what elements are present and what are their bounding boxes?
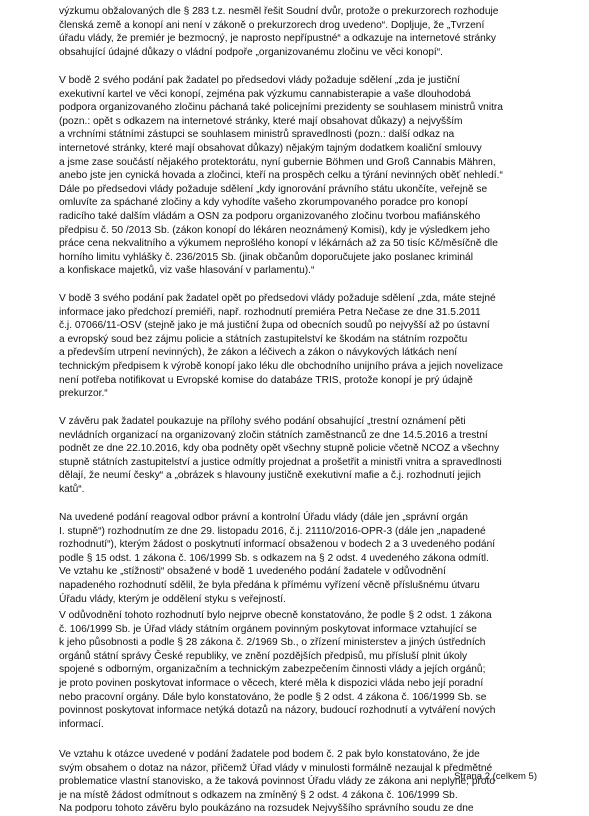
- text-line: a evropský soud bez zájmu policie a státních zastupitelství ke škodám na státním rozpočtu: [59, 333, 468, 345]
- text-line: (pozn.: opět s odkazem na internetové stránky, které mají obsahovat důkazy) a nejvyšším: [59, 115, 463, 127]
- paragraph-bod-2: [59, 74, 540, 278]
- text-line: č. 106/1999 Sb. je Úřad vlády státním orgánem povinným poskytovat informace vztahující se: [59, 623, 477, 635]
- text-line: Ve vztahu k otázce uvedené v podání žadatele pod bodem č. 2 pak bylo konstatováno, že jde: [59, 749, 480, 760]
- paragraph-oduvodneni: [59, 609, 540, 731]
- text-line: nevládních organizací na organizovaný zločin státních zaměstnanců ze dne 14.5.2016 a trestní: [59, 429, 488, 441]
- paragraph-zaver: [59, 415, 540, 497]
- text-line: internetové stránky, které mají obsahovat důkazy) nějakým tajným dodatkem koaliční smlouvy: [59, 142, 482, 154]
- text-line: úřadu vlády, že premiér je bezmocný, je naprosto nepřípustné“ a odkazuje na internetové stránky: [59, 33, 496, 45]
- text-line: informací.: [59, 718, 104, 730]
- text-line: k jeho působnosti a podle § 28 zákona č. 2/1969 Sb., o zřízení ministerstev a jiných ústředních: [59, 637, 486, 649]
- text-line: technickým předpisem k výrobě konopí jako léku dle obchodního unijního práva a jejich novelizace: [59, 360, 503, 372]
- text-line: předpisu č. 50 /2013 Sb. (zákon konopí do lékáren neoznámený Komisi), kdy je výsledkem jeho: [59, 224, 490, 236]
- text-line: č.j. 07066/11-OSV (stejně jako je má justiční župa od obecních soudů po nejvyšší až po ústavní: [59, 320, 490, 332]
- text-line: Ve vztahu ke „stížnosti“ obsažené v bodě 1 uvedeného podání žadatele v odůvodnění: [59, 566, 446, 578]
- paragraph-reakce-uradu: [59, 511, 540, 606]
- page-number-footer: Strana 2 (celkem 5): [454, 771, 537, 782]
- text-line: a jsme zase součástí nějakého protektorátu, nyní gubernie Böhmen und Groß Cannabis Mähren,: [59, 156, 496, 168]
- text-line: Na uvedené podání reagoval odbor právní a kontrolní Úřadu vlády (dále jen „správní orgán: [59, 512, 468, 523]
- text-line: podpora organizovaného zločinu páchaná také policejními prezidenty se souhlasem ministrů vnitra: [59, 102, 503, 114]
- text-line: horního limitu vyhlášky č. 236/2015 Sb. (jinak občanům doporučujete jako poslanec kriminál: [59, 251, 473, 263]
- text-line: a především utrpení nevinných), že zákon a léčivech a zákon o návykových látkách není: [59, 347, 458, 359]
- paragraph-bod-3: [59, 292, 540, 401]
- text-line: není potřeba notifikovat u Evropské komise do databáze TRIS, protože konopí je prý údajně: [59, 374, 473, 386]
- text-line: Dále po předsedovi vlády požaduje sdělení „kdy ignorování právního státu ukončíte, veřejně se: [59, 183, 488, 195]
- text-line: obsahující údajné důkazy o vládní podpoře „organizovanému zločinu ve věci konopí“.: [59, 46, 443, 58]
- text-line: radicího také dalším vládám a OSN za podporu organizovaného zločinu tvorbou mafiánského: [59, 210, 481, 222]
- text-line: povinnost poskytovat informace netýká dotazů na názory, budoucí rozhodnutí a vytváření nových: [59, 705, 496, 717]
- text-line: svým obsahem o dotaz na názor, přičemž Úřad vlády v minulosti formálně nezaujal k předmětné: [59, 762, 493, 774]
- text-line: napadeného rozhodnutí sdělil, že byla předána k přímému vyřízení věcně příslušnému útvaru: [59, 579, 480, 591]
- text-line: je na místě žádost odmítnout s odkazem na zmíněný § 2 odst. 4 zákona č. 106/1999 Sb.: [59, 789, 458, 801]
- text-line: a konfiskace majetků, viz vaše hlasování v parlamentu).“: [59, 265, 315, 277]
- text-line: katů“.: [59, 483, 85, 495]
- text-line: I. stupně“) rozhodnutím ze dne 29. listopadu 2016, č.j. 21110/2016-OPR-3 (dále jen „napadené: [59, 525, 486, 537]
- text-line: orgánů státní správy České republiky, ve znění pozdějších předpisů, mu přísluší plnit úkoly: [59, 650, 468, 662]
- text-line: prekurzor.“: [59, 388, 108, 400]
- text-line: podle § 15 odst. 1 zákona č. 106/1999 Sb. s odkazem na § 2 odst. 4 uvedeného zákona odmítl.: [59, 552, 489, 564]
- text-line: rozhodnutí“), kterým žádost o poskytnutí informací obsaženou v bodech 2 a 3 uvedeného podání: [59, 539, 496, 551]
- text-line: Úřadu vlády, kterým je oddělení styku s veřejností.: [59, 593, 286, 605]
- text-line: problematice vlastní stanovisko, a že taková povinnost Úřadu vlády ze zákona ani neplyne; proto: [59, 776, 496, 788]
- text-line: V závěru pak žadatel poukazuje na přílohy svého podání obsahující „trestní oznámení pěti: [59, 416, 466, 427]
- text-line: Na podporu tohoto závěru bylo poukázáno na rozsudek Nejvyššího správního soudu ze dne: [59, 803, 474, 815]
- text-line: omluvíte za spáchané zločiny a kdy vyhodíte vašeho zkorumpovaného poradce pro konopí: [59, 197, 468, 209]
- text-line: dělají, že neumí česky“ a „obrázek s hlavouny justičně exekutivní mafie a č.j. rozhodnutí jejich: [59, 470, 481, 482]
- text-line: výzkumu obžalovaných dle § 283 t.z. nesměl řešit Soudní dvůr, protože o prekurzorech rozhoduje: [59, 6, 499, 17]
- text-line: V bodě 2 svého podání pak žadatel po předsedovi vlády požaduje sdělení „zda je justiční: [59, 75, 460, 86]
- paragraph-1: [59, 5, 540, 59]
- text-line: V bodě 3 svého podání pak žadatel opět po předsedovi vlády požaduje sdělení „zda, máte stejné: [59, 293, 496, 304]
- text-line: stupně státních zastupitelství a justice odmítly projednat a prošetřit a ministři vnitra a spravedlnosti: [59, 456, 502, 468]
- text-line: exekutivní kartel ve věci konopí, zejména pak výzkumu cannabisterapie a vaše dlouhodobá: [59, 88, 471, 100]
- text-line: podnět ze dne 22.10.2016, kdy oba podněty opět všechny stupně policie včetně NCOZ a všechny: [59, 443, 500, 455]
- text-line: spojené s odborným, organizačním a technickým zabezpečením činnosti vlády a jejích orgánů;: [59, 664, 486, 676]
- text-line: V odůvodnění tohoto rozhodnutí bylo nejprve obecně konstatováno, že podle § 2 odst. 1 zákona: [59, 610, 492, 621]
- text-line: anebo jste jen cynická hovada a zločinci, kteří na prospěch celku a týrání nevinných oběť nehledí.“: [59, 170, 503, 182]
- text-line: práce cena nekvalitního a výkumem neprošlého konopí v lékárnách až za 50 tisíc Kč/měsíčně dle: [59, 238, 498, 250]
- text-line: nebo pracovní orgány. Dále bylo konstatováno, že podle § 2 odst. 4 zákona č. 106/1999 Sb. se: [59, 691, 487, 703]
- text-line: informace jako předchozí premiéři, např. rozhodnutí premiéra Petra Nečase ze dne 31.5.2011: [59, 306, 481, 318]
- text-line: členská země a konopí ani není v zákoně o prekurzorech drog uvedeno“. Dopljuje, že „Tvrzení: [59, 19, 485, 31]
- text-line: je proto povinen poskytovat informace o věcech, které měla k dispozici vláda nebo její poradní: [59, 677, 484, 689]
- text-line: a vrchními státními zástupci se souhlasem ministrů spravedlnosti (pozn.: další odkaz na: [59, 129, 455, 141]
